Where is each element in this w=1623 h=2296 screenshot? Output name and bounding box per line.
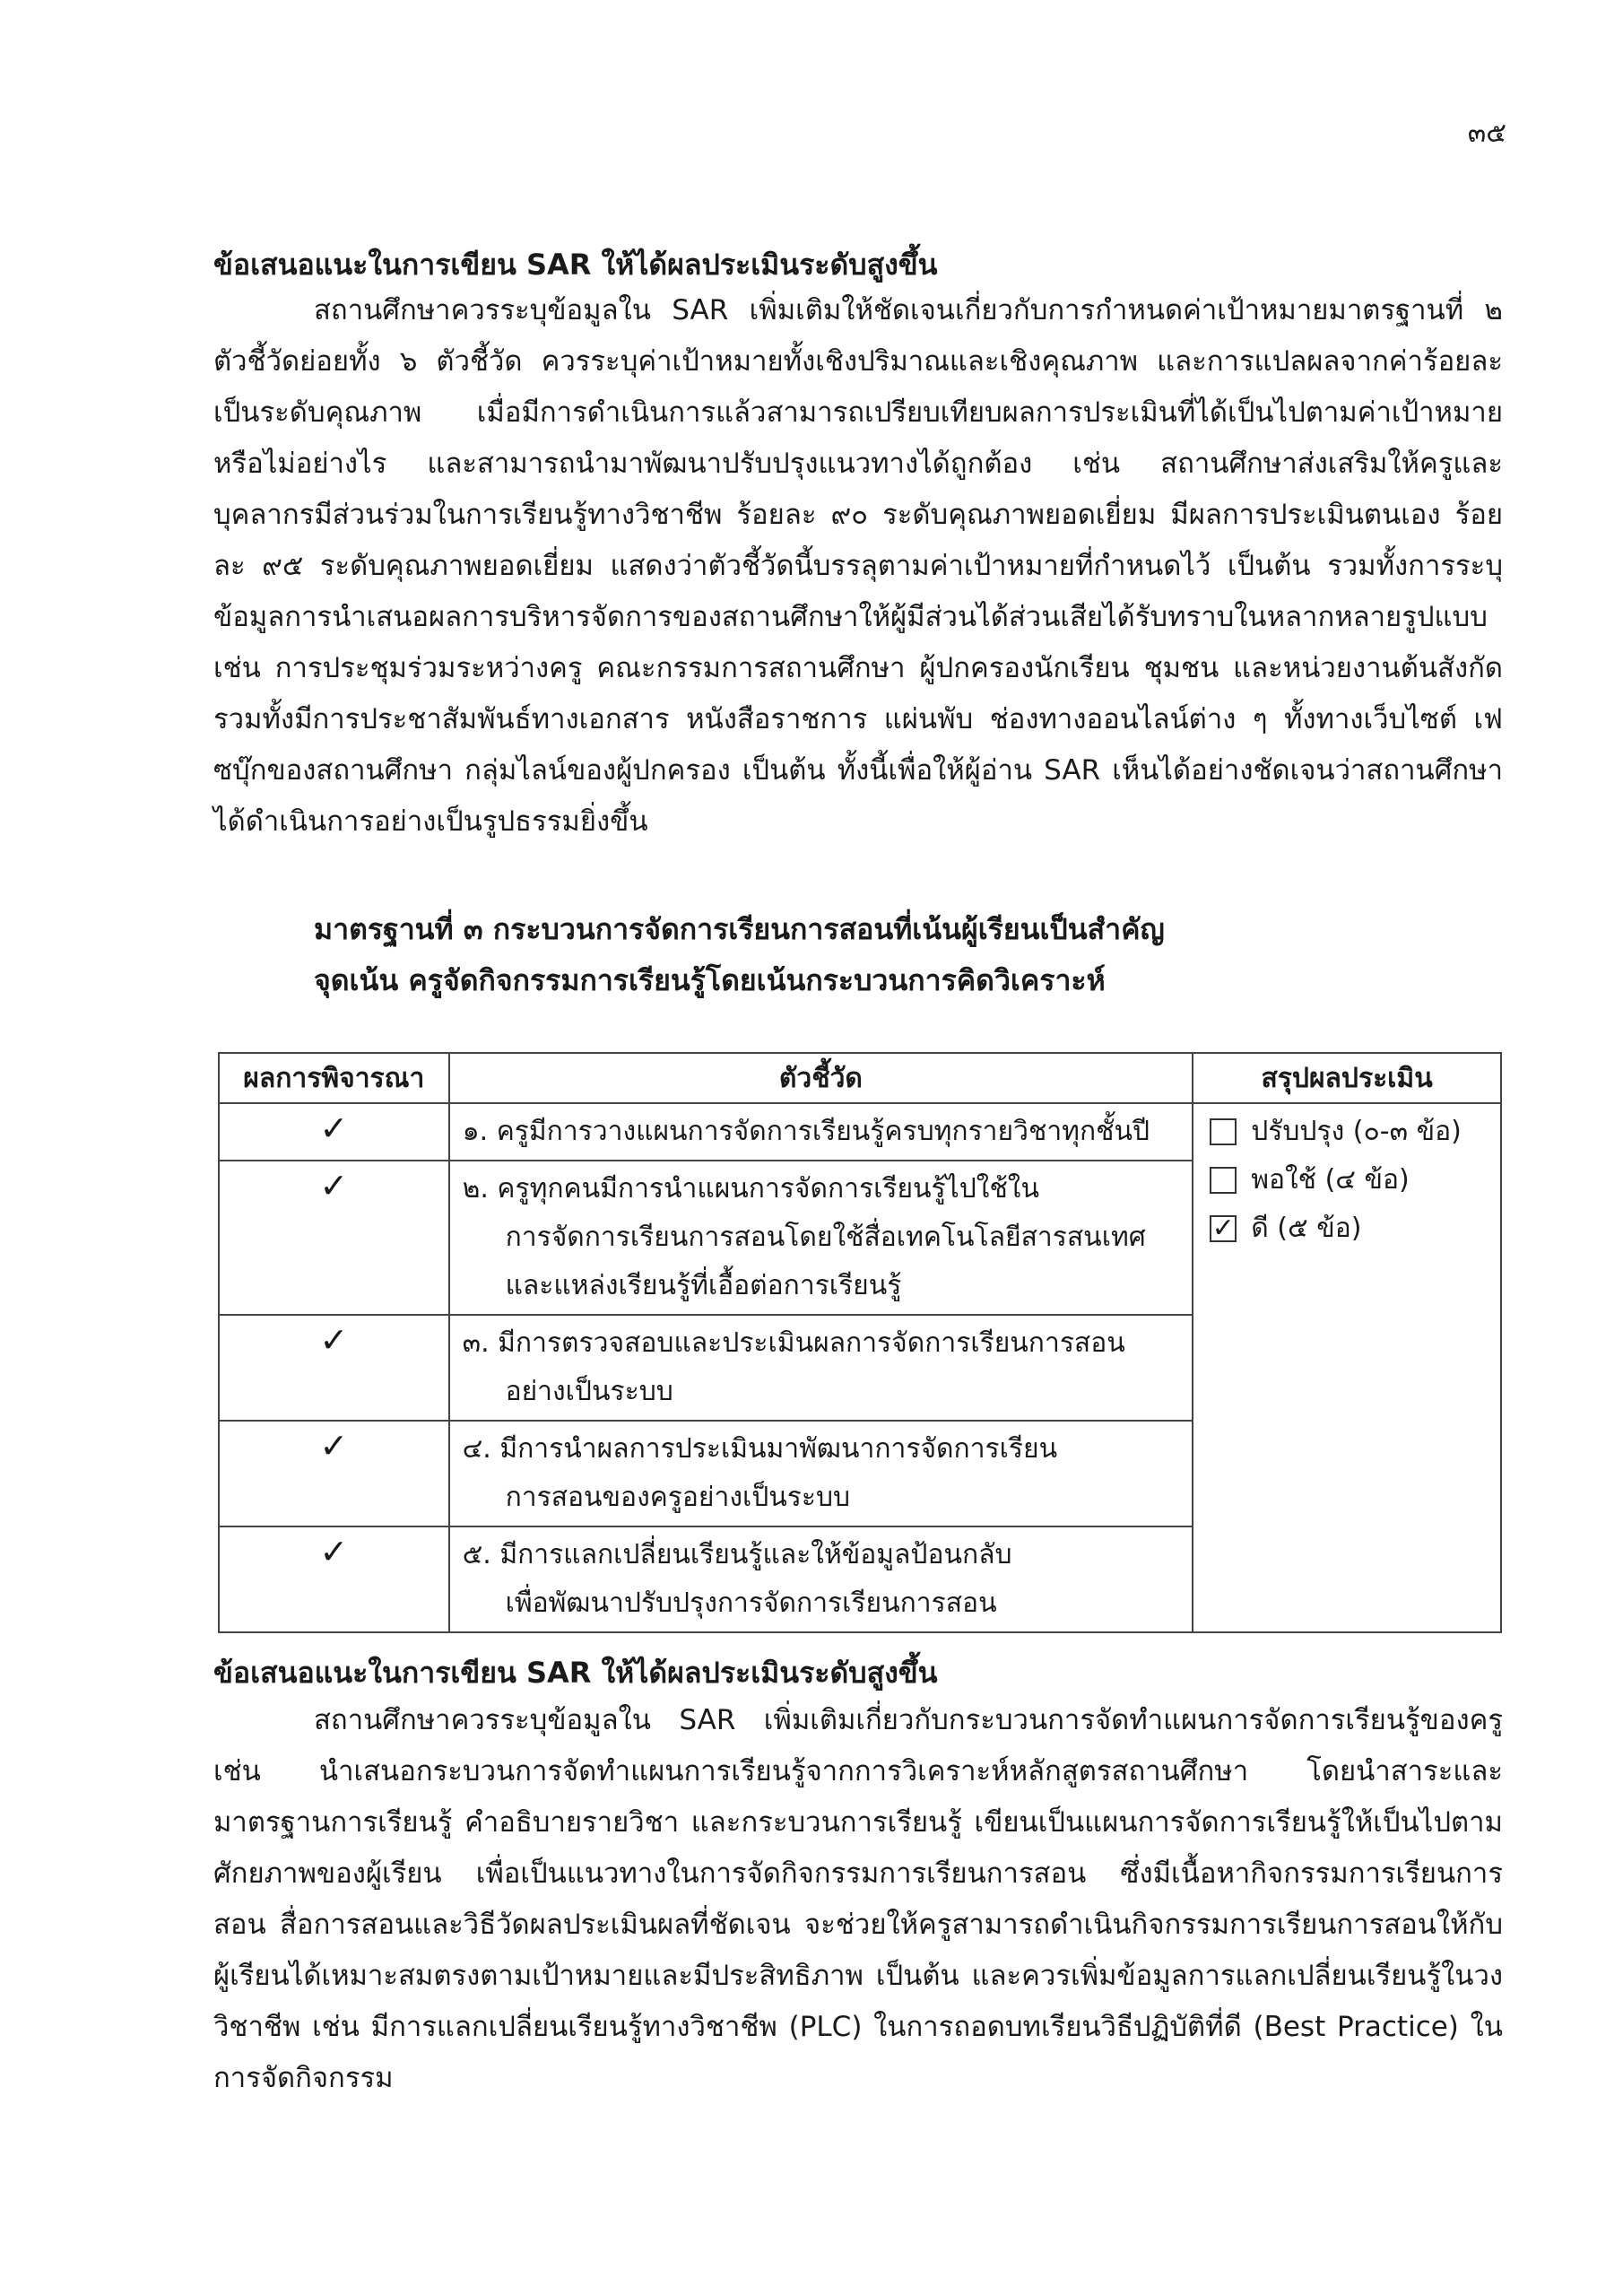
section2-heading: ข้อเสนอแนะในการเขียน SAR ให้ได้ผลประเมินระดับสูงขึ้น xyxy=(213,1656,938,1690)
check-mark-icon: ✓ xyxy=(219,1526,449,1632)
section2-paragraph xyxy=(213,1695,1503,2104)
checkbox-icon xyxy=(1210,1118,1237,1145)
check-mark-icon: ✓ xyxy=(219,1421,449,1526)
summary-option-label: ปรับปรุง (๐-๓ ข้อ) xyxy=(1251,1116,1462,1147)
standard-heading xyxy=(314,904,1165,1006)
indicator-text: ๓. มีการตรวจสอบและประเมินผลการจัดการเรียนการสอน xyxy=(462,1327,1125,1359)
indicator-cell xyxy=(449,1103,1193,1161)
indicator-cell xyxy=(449,1421,1193,1526)
indicator-text: การสอนของครูอย่างเป็นระบบ xyxy=(505,1482,851,1513)
check-mark-icon: ✓ xyxy=(219,1103,449,1161)
indicator-text: ๕. มีการแลกเปลี่ยนเรียนรู้และให้ข้อมูลป้อนกลับ xyxy=(462,1539,1012,1570)
summary-option-label: พอใช้ (๔ ข้อ) xyxy=(1251,1164,1410,1196)
check-mark-icon: ✓ xyxy=(219,1161,449,1315)
indicator-text: การจัดการเรียนการสอนโดยใช้สื่อเทคโนโลยีสารสนเทศ xyxy=(505,1222,1146,1253)
indicator-cell xyxy=(449,1161,1193,1315)
indicator-text: เพื่อพัฒนาปรับปรุงการจัดการเรียนการสอน xyxy=(505,1587,997,1619)
summary-cell xyxy=(1193,1103,1501,1632)
header-indicator: ตัวชี้วัด xyxy=(449,1053,1193,1103)
standard-title: มาตรฐานที่ ๓ กระบวนการจัดการเรียนการสอนที่เน้นผู้เรียนเป็นสำคัญ xyxy=(314,912,1165,946)
section1-paragraph-text: สถานศึกษาควรระบุข้อมูลใน SAR เพิ่มเติมให้ชัดเจนเกี่ยวกับการกำหนดค่าเป้าหมายมาตรฐานที่ ๒ ตัวชี้วัดย่อยทั้ง ๖ ตัวชี้วัด ควรระบุค่าเป้าหมายทั้งเชิงปริมาณและเชิงคุณภาพ และการแปลผลจากค่าร้อยละเป็นระดับคุณภาพ เมื่อมีการดำเนินการแล้วสามารถเปรียบเทียบผลการประเมินที่ได้เป็นไปตามค่าเป้าหมายหรือไม่อย่างไร และสามารถนำมาพัฒนาปรับปรุงแนวทางได้ถูกต้อง เช่น สถานศึกษาส่งเสริมให้ครูและบุคลากรมีส่วนร่วมในการเรียนรู้ทางวิชาชีพ ร้อยละ ๙๐ ระดับคุณภาพยอดเยี่ยม มีผลการประเมินตนเอง ร้อยละ ๙๕ ระดับคุณภาพยอดเยี่ยม แสดงว่าตัวชี้วัดนี้บรรลุตามค่าเป้าหมายที่กำหนดไว้ เป็นต้น รวมทั้งการระบุข้อมูลการนำเสนอผลการบริหารจัดการของสถานศึกษาให้ผู้มีส่วนได้ส่วนเสียได้รับทราบในหลากหลายรูปแบบ เช่น การประชุมร่วมระหว่างครู คณะกรรมการสถานศึกษา ผู้ปกครองนักเรียน ชุมชน และหน่วยงานต้นสังกัด รวมทั้งมีการประชาสัมพันธ์ทางเอกสาร หนังสือราชการ แผ่นพับ ช่องทางออนไลน์ต่าง ๆ ทั้งทางเว็บไซต์ เฟซบุ๊กของสถานศึกษา กลุ่มไลน์ของผู้ปกครอง เป็นต้น ทั้งนี้เพื่อให้ผู้อ่าน SAR เห็นได้อย่างชัดเจนว่าสถานศึกษาได้ดำเนินการอย่างเป็นรูปธรรมยิ่งขึ้น xyxy=(213,294,1503,838)
section2-paragraph-text: สถานศึกษาควรระบุข้อมูลใน SAR เพิ่มเติมเกี่ยวกับกระบวนการจัดทำแผนการจัดการเรียนรู้ของครู เช่น นำเสนอกระบวนการจัดทำแผนการเรียนรู้จากการวิเคราะห์หลักสูตรสถานศึกษา โดยนำสาระและมาตรฐานการเรียนรู้ คำอธิบายรายวิชา และกระบวนการเรียนรู้ เขียนเป็นแผนการจัดการเรียนรู้ให้เป็นไปตามศักยภาพของผู้เรียน เพื่อเป็นแนวทางในการจัดกิจกรรมการเรียนการสอน ซึ่งมีเนื้อหากิจกรรมการเรียนการสอน สื่อการสอนและวิธีวัดผลประเมินผลที่ชัดเจน จะช่วยให้ครูสามารถดำเนินกิจกรรมการเรียนการสอนให้กับผู้เรียนได้เหมาะสมตรงตามเป้าหมายและมีประสิทธิภาพ เป็นต้น และควรเพิ่มข้อมูลการแลกเปลี่ยนเรียนรู้ในวงวิชาชีพ เช่น มีการแลกเปลี่ยนเรียนรู้ทางวิชาชีพ (PLC) ในการถอดบทเรียนวิธีปฏิบัติที่ดี (Best Practice) ในการจัดกิจกรรม xyxy=(213,1704,1503,2094)
checked-checkbox-icon: ✓ xyxy=(1210,1215,1237,1242)
check-mark-icon: ✓ xyxy=(219,1315,449,1421)
indicator-text: ๒. ครูทุกคนมีการนำแผนการจัดการเรียนรู้ไปใช้ใน xyxy=(462,1173,1039,1205)
standard-focus: จุดเน้น ครูจัดกิจกรรมการเรียนรู้โดยเน้นกระบวนการคิดวิเคราะห์ xyxy=(314,963,1106,997)
checkbox-icon xyxy=(1210,1167,1237,1194)
summary-option-good xyxy=(1210,1205,1484,1253)
indicator-text: และแหล่งเรียนรู้ที่เอื้อต่อการเรียนรู้ xyxy=(505,1270,902,1301)
indicator-cell xyxy=(449,1315,1193,1421)
header-summary: สรุปผลประเมิน xyxy=(1193,1053,1501,1103)
header-result: ผลการพิจารณา xyxy=(219,1053,449,1103)
page-number: ๓๕ xyxy=(1467,117,1506,149)
indicator-text: ๔. มีการนำผลการประเมินมาพัฒนาการจัดการเรียน xyxy=(462,1433,1058,1465)
summary-option-fair xyxy=(1210,1156,1484,1205)
indicator-text: ๑. ครูมีการวางแผนการจัดการเรียนรู้ครบทุกรายวิชาทุกชั้นปี xyxy=(462,1116,1150,1147)
summary-option-label: ดี (๕ ข้อ) xyxy=(1251,1213,1362,1244)
table-row xyxy=(219,1103,1501,1161)
evaluation-table xyxy=(218,1052,1502,1633)
section1-paragraph xyxy=(213,285,1503,848)
table-header-row xyxy=(219,1053,1501,1103)
indicator-text: อย่างเป็นระบบ xyxy=(505,1376,673,1407)
indicator-cell xyxy=(449,1526,1193,1632)
section1-heading: ข้อเสนอแนะในการเขียน SAR ให้ได้ผลประเมินระดับสูงขึ้น xyxy=(213,248,938,282)
summary-option-improve xyxy=(1210,1108,1484,1156)
